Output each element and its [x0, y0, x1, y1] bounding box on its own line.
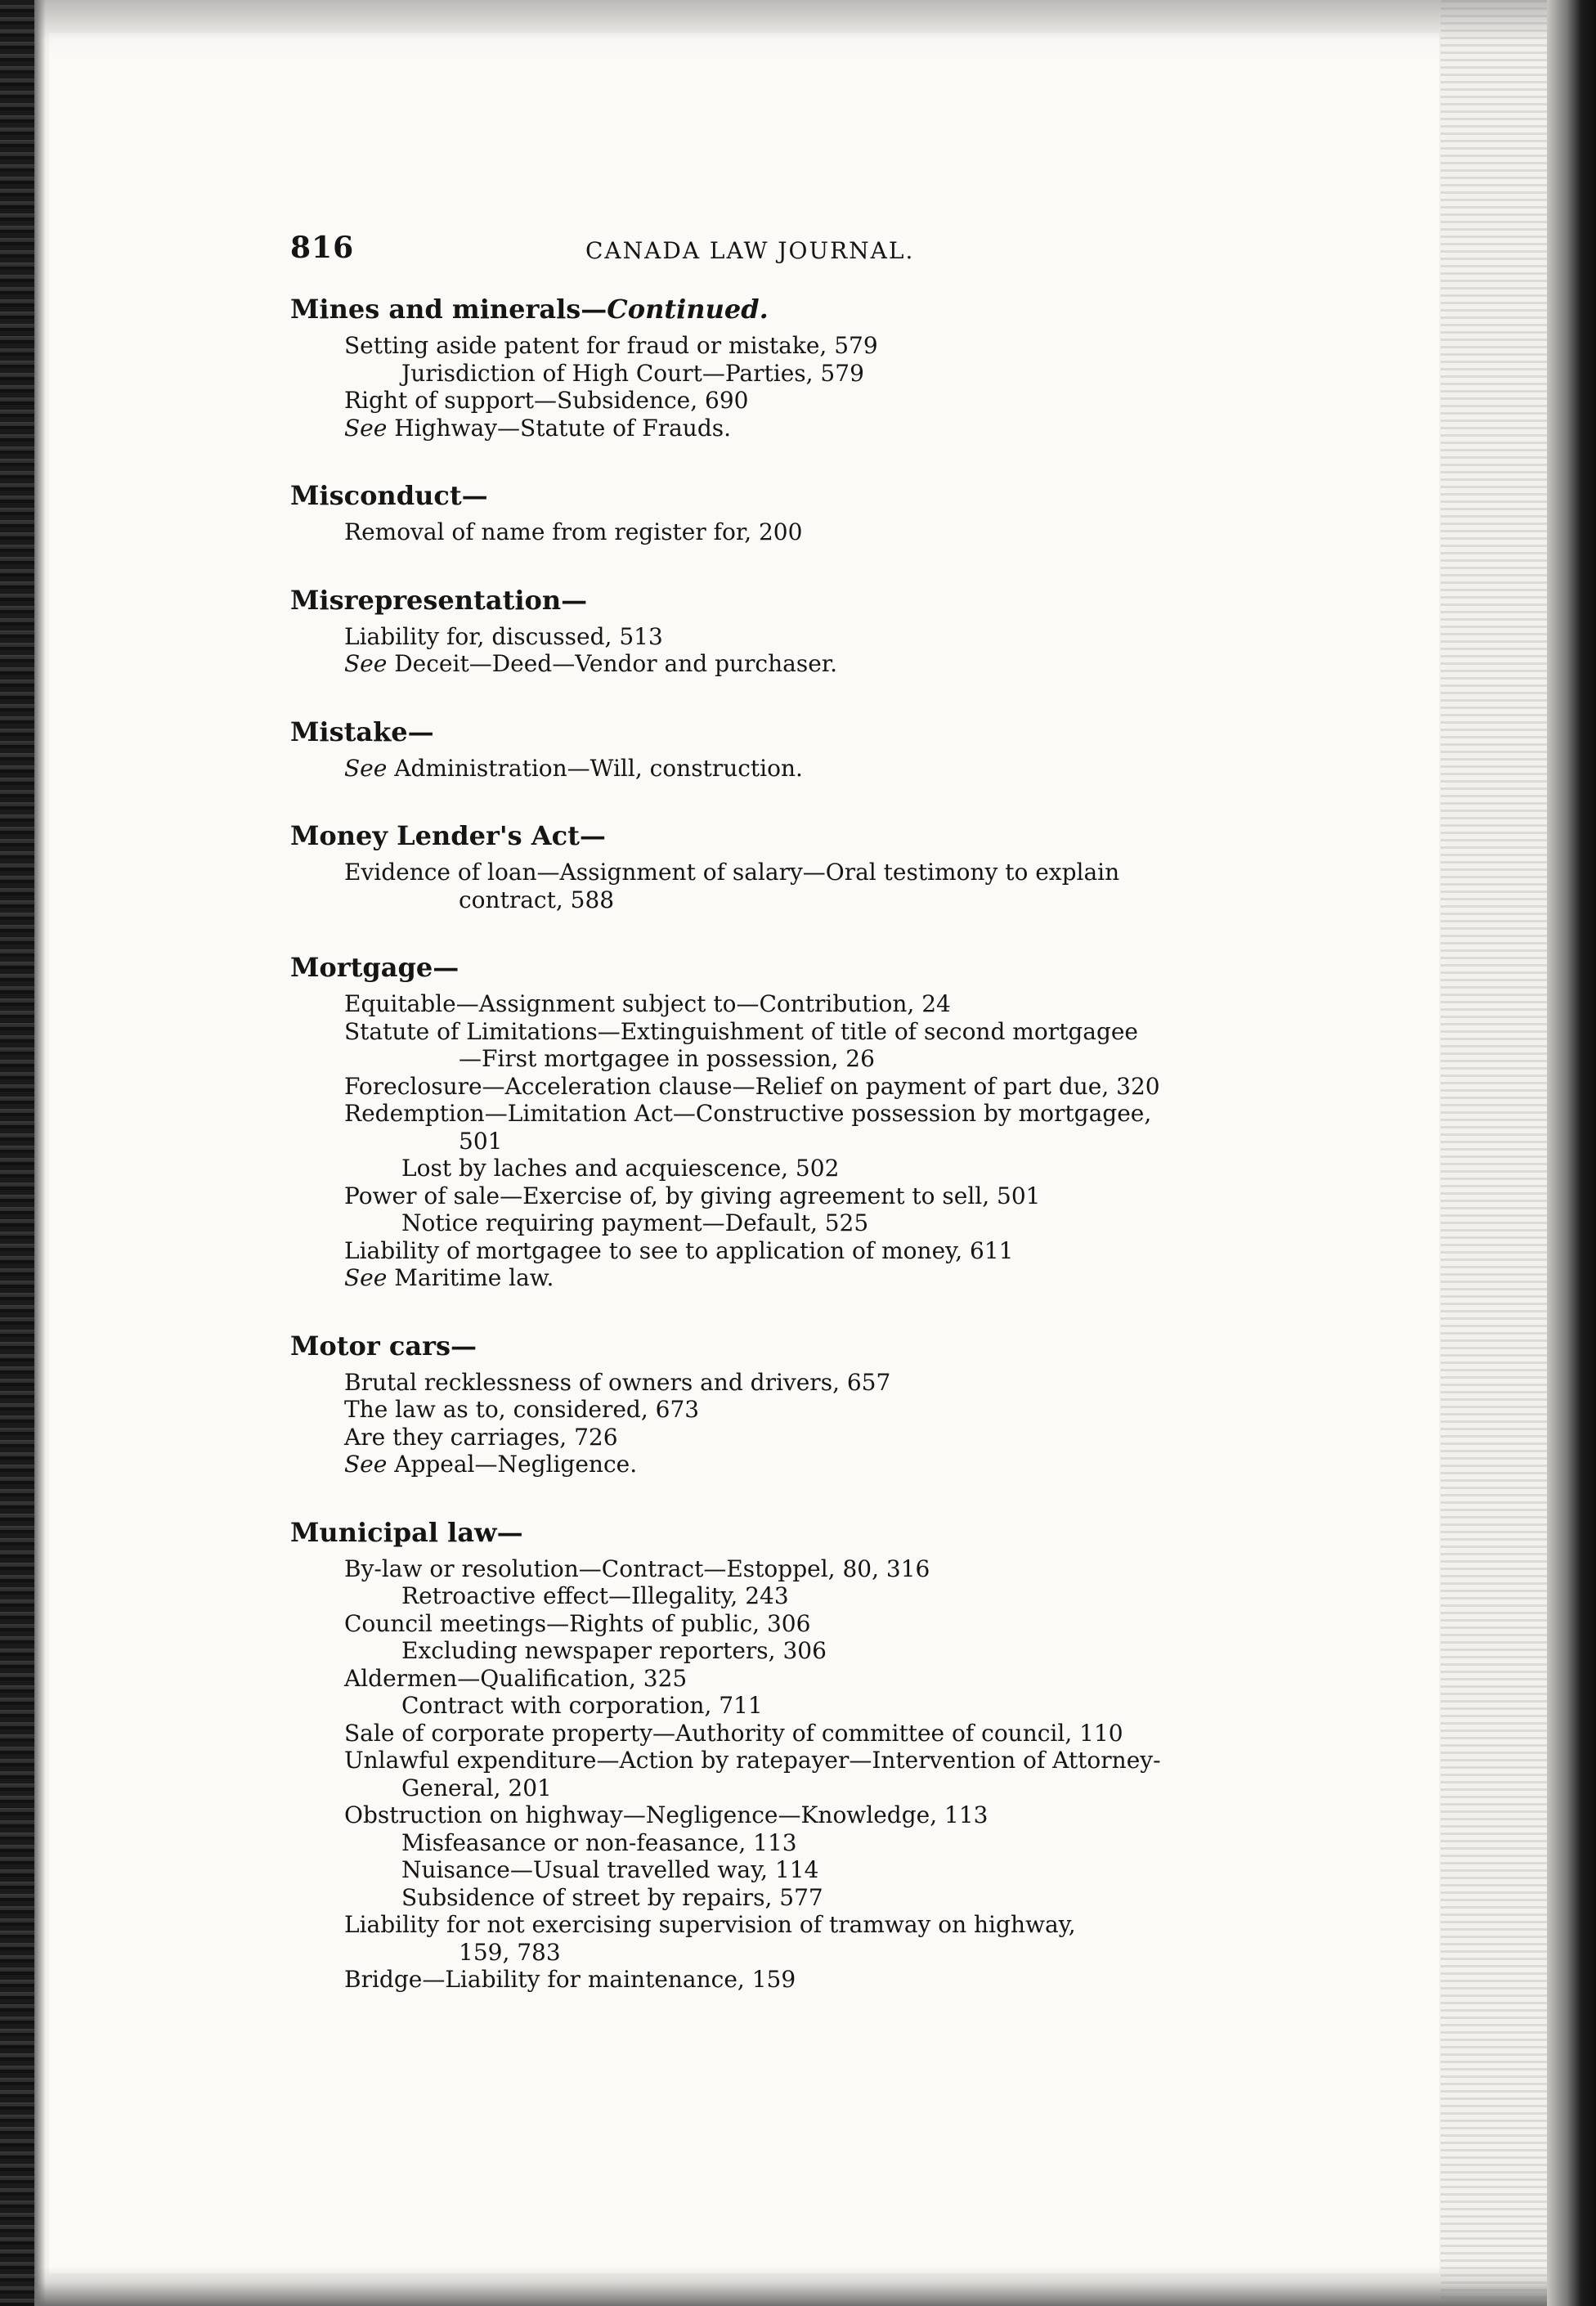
index-entry [290, 293, 1271, 442]
index-subentry [290, 332, 1271, 360]
index-subentry-text: The law as to, considered, 673 [344, 1396, 700, 1423]
index-subentry [290, 1182, 1271, 1210]
index-entry [290, 479, 1271, 546]
index-subentry-text: Unlawful expenditure—Action by ratepayer—Intervention of Attorney- [344, 1747, 1161, 1774]
index-subentry [290, 360, 1271, 388]
index-heading [290, 584, 1271, 617]
index-subentry [290, 1155, 1271, 1182]
index-entry [290, 819, 1271, 913]
index-subentry [290, 1073, 1271, 1101]
index-subentry-text: contract, 588 [459, 886, 615, 913]
index-subentry-text: Liability of mortgagee to see to application of money, 611 [344, 1236, 1014, 1264]
index-heading [290, 951, 1271, 984]
index-subentry [290, 1424, 1271, 1451]
index-subentry-text: Lost by laches and acquiescence, 502 [401, 1155, 840, 1182]
index-subentry-text: Appeal—Negligence. [387, 1451, 638, 1478]
index-subentry [290, 1045, 1271, 1073]
index-heading-text: Mines and minerals— [290, 294, 607, 325]
index-subentry [290, 1884, 1271, 1912]
index-heading [290, 293, 1271, 325]
index-heading-text: Motor cars— [290, 1330, 477, 1362]
index-subentry-text: Brutal recklessness of owners and drivers, 657 [344, 1368, 891, 1396]
index-subentry-text: Jurisdiction of High Court—Parties, 579 [401, 359, 864, 387]
index-subentry-text: By-law or resolution—Contract—Estoppel, 80, 316 [344, 1555, 930, 1582]
index-subentry-text: Equitable—Assignment subject to—Contribution, 24 [344, 990, 951, 1017]
index-heading [290, 1330, 1271, 1362]
scan-edge-left-shadow [34, 0, 46, 2306]
index-subentry [290, 1939, 1271, 1967]
index-subentry-text: Setting aside patent for fraud or mistake, 579 [344, 332, 878, 359]
index-entry [290, 584, 1271, 678]
index-subentry-text: Contract with corporation, 711 [401, 1692, 763, 1719]
index-subentry-text: Are they carriages, 726 [344, 1423, 618, 1451]
index-subentry [290, 1128, 1271, 1155]
index-subentry [290, 1582, 1271, 1610]
index-subentry [290, 1720, 1271, 1747]
index-subentry [290, 1264, 1271, 1292]
index-subentry-text: Liability for, discussed, 513 [344, 622, 663, 650]
index-body [290, 293, 1271, 1994]
running-head: CANADA LAW JOURNAL. [585, 237, 915, 264]
index-subentry-text: Deceit—Deed—Vendor and purchaser. [387, 650, 837, 677]
index-subentry [290, 990, 1271, 1018]
index-subentry [290, 415, 1271, 442]
index-entry [290, 1330, 1271, 1478]
index-heading-text: Mortgage— [290, 952, 460, 983]
entry-gap [290, 782, 1271, 819]
scan-edge-left [0, 0, 34, 2306]
see-reference-label: See [344, 1451, 388, 1478]
index-subentry [290, 1637, 1271, 1665]
see-reference-label: See [344, 650, 388, 677]
index-subentry-text: 501 [459, 1127, 503, 1155]
index-subentry [290, 387, 1271, 415]
index-subentry [290, 1610, 1271, 1638]
index-entry [290, 1516, 1271, 1994]
index-subentry [290, 1555, 1271, 1583]
index-subentry-text: Statute of Limitations—Extinguishment of title of second mortgagee [344, 1017, 1139, 1045]
index-subentry-text: Excluding newspaper reporters, 306 [401, 1637, 827, 1664]
index-subentry-text: Obstruction on highway—Negligence—Knowledge, 113 [344, 1801, 989, 1828]
index-subentry [290, 886, 1271, 914]
index-subentry [290, 1829, 1271, 1857]
entry-gap [290, 913, 1271, 951]
index-subentry [290, 1369, 1271, 1397]
index-heading [290, 1516, 1271, 1549]
scan-edge-top [0, 0, 1596, 57]
index-subentry-text: Administration—Will, construction. [387, 754, 803, 782]
index-subentry [290, 518, 1271, 546]
entry-gap [290, 546, 1271, 584]
index-subentry [290, 1692, 1271, 1720]
index-subentry [290, 859, 1271, 886]
see-reference-label: See [344, 754, 388, 782]
index-subentry [290, 1209, 1271, 1237]
index-subentry-text: Retroactive effect—Illegality, 243 [401, 1582, 789, 1609]
index-heading [290, 479, 1271, 512]
index-subentry-text: Council meetings—Rights of public, 306 [344, 1609, 811, 1637]
index-subentry-text: Aldermen—Qualification, 325 [344, 1664, 688, 1692]
see-reference-label: See [344, 1264, 388, 1291]
entry-gap [290, 678, 1271, 716]
scan-edge-bottom [0, 2267, 1596, 2306]
index-subentry [290, 1966, 1271, 1994]
index-heading-text: Misconduct— [290, 480, 488, 511]
index-subentry-text: Highway—Statute of Frauds. [387, 414, 732, 442]
index-subentry-text: Misfeasance or non-feasance, 113 [401, 1828, 797, 1856]
index-heading [290, 819, 1271, 852]
index-subentry [290, 1451, 1271, 1478]
index-subentry [290, 650, 1271, 678]
index-heading-continued: Continued. [607, 294, 769, 325]
index-subentry-text: Nuisance—Usual travelled way, 114 [401, 1856, 819, 1883]
index-subentry-text: 159, 783 [459, 1938, 561, 1966]
page-number: 816 [290, 231, 355, 265]
entry-gap [290, 1478, 1271, 1516]
index-entry [290, 716, 1271, 783]
index-subentry-text: Redemption—Limitation Act—Constructive possession by mortgagee, [344, 1100, 1152, 1127]
index-subentry-text: Right of support—Subsidence, 690 [344, 387, 749, 414]
index-subentry [290, 1911, 1271, 1939]
entry-gap [290, 1292, 1271, 1330]
index-subentry [290, 1801, 1271, 1829]
index-heading [290, 716, 1271, 748]
index-heading-text: Money Lender's Act— [290, 820, 606, 851]
index-subentry [290, 1747, 1271, 1774]
index-subentry [290, 1100, 1271, 1128]
index-subentry [290, 1665, 1271, 1693]
index-subentry [290, 755, 1271, 783]
scan-edge-right [1547, 0, 1596, 2306]
index-subentry-text: Power of sale—Exercise of, by giving agreement to sell, 501 [344, 1182, 1041, 1209]
index-subentry-text: Removal of name from register for, 200 [344, 518, 803, 545]
index-subentry [290, 623, 1271, 651]
index-entry [290, 951, 1271, 1292]
index-subentry [290, 1018, 1271, 1046]
index-subentry [290, 1237, 1271, 1265]
index-subentry-text: Foreclosure—Acceleration clause—Relief on payment of part due, 320 [344, 1072, 1160, 1100]
entry-gap [290, 442, 1271, 479]
index-subentry-text: Sale of corporate property—Authority of committee of council, 110 [344, 1719, 1123, 1747]
index-subentry-text: Evidence of loan—Assignment of salary—Oral testimony to explain [344, 859, 1120, 886]
index-subentry-text: Liability for not exercising supervision of tramway on highway, [344, 1911, 1076, 1938]
scan-edge-right-speckle [1441, 0, 1547, 2306]
index-subentry-text: Subsidence of street by repairs, 577 [401, 1883, 823, 1911]
index-subentry-text: Notice requiring payment—Default, 525 [401, 1209, 869, 1236]
index-heading-text: Mistake— [290, 716, 434, 747]
index-subentry [290, 1396, 1271, 1424]
index-heading-text: Misrepresentation— [290, 584, 588, 616]
index-heading-text: Municipal law— [290, 1516, 523, 1548]
see-reference-label: See [344, 414, 388, 442]
index-subentry-text: General, 201 [401, 1774, 552, 1801]
index-subentry [290, 1774, 1271, 1802]
index-subentry-text: Maritime law. [387, 1264, 554, 1291]
index-subentry-text: Bridge—Liability for maintenance, 159 [344, 1966, 796, 1993]
index-subentry-text: —First mortgagee in possession, 26 [459, 1045, 875, 1072]
index-subentry [290, 1856, 1271, 1884]
